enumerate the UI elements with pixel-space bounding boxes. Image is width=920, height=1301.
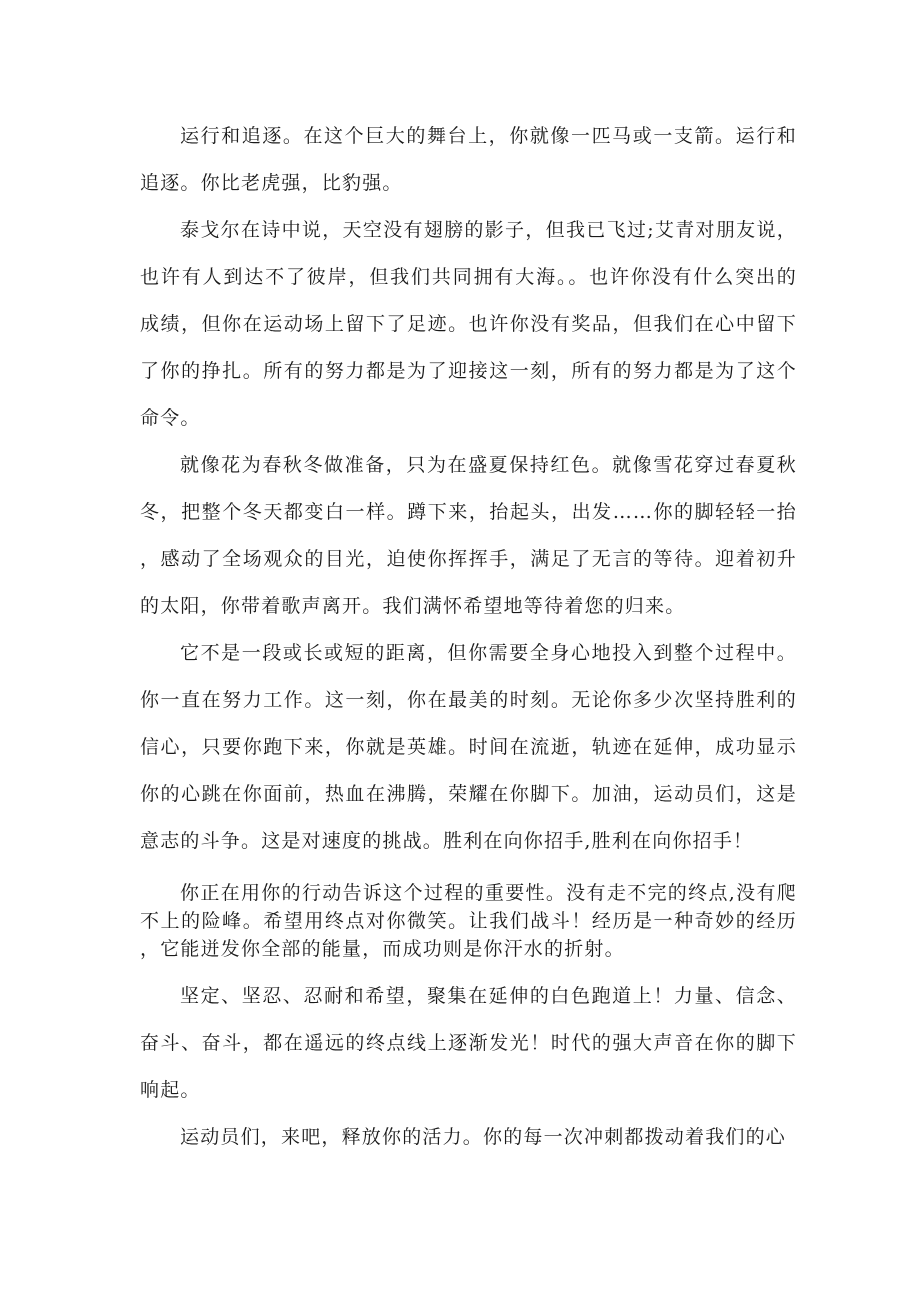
- paragraph-2: 泰戈尔在诗中说，天空没有翅膀的影子，但我已飞过;艾青对朋友说，也许有人到达不了彼岸，但我们共同拥有大海。。也许你没有什么突出的成绩，但你在运动场上留下了足迹。也许你没有奖品，但我们在心中留下了你的挣扎。所有的努力都是为了迎接这一刻，所有的努力都是为了这个命令。: [140, 219, 797, 429]
- paragraph-3: 就像花为春秋冬做准备，只为在盛夏保持红色。就像雪花穿过春夏秋冬，把整个冬天都变白一样。蹲下来，抬起头，出发……你的脚轻轻一抬，感动了全场观众的目光，迫使你挥挥手，满足了无言的等待。迎着初升的太阳，你带着歌声离开。我们满怀希望地等待着您的归来。: [140, 454, 797, 617]
- paragraph-5: 你正在用你的行动告诉这个过程的重要性。没有走不完的终点,没有爬不上的险峰。希望用终点对你微笑。让我们战斗！经历是一种奇妙的经历，它能迸发你全部的能量，而成功则是你汗水的折射。: [140, 882, 797, 960]
- paragraph-6: 坚定、坚忍、忍耐和希望，聚集在延伸的白色跑道上！力量、信念、奋斗、奋斗，都在遥远的终点线上逐渐发光！时代的强大声音在你的脚下响起。: [140, 985, 797, 1101]
- document-body: [140, 113, 797, 1161]
- paragraph-4: 它不是一段或长或短的距离，但你需要全身心地投入到整个过程中。你一直在努力工作。这一刻，你在最美的时刻。无论你多少次坚持胜利的信心，只要你跑下来，你就是英雄。时间在流逝，轨迹在延伸，成功显示你的心跳在你面前，热血在沸腾，荣耀在你脚下。加油，运动员们，这是意志的斗争。这是对速度的挑战。胜利在向你招手,胜利在向你招手！: [140, 642, 797, 852]
- paragraph-1: 运行和追逐。在这个巨大的舞台上，你就像一匹马或一支箭。运行和追逐。你比老虎强，比豹强。: [140, 125, 797, 194]
- paragraph-7: 运动员们，来吧，释放你的活力。你的每一次冲刺都拨动着我们的心: [180, 1126, 787, 1148]
